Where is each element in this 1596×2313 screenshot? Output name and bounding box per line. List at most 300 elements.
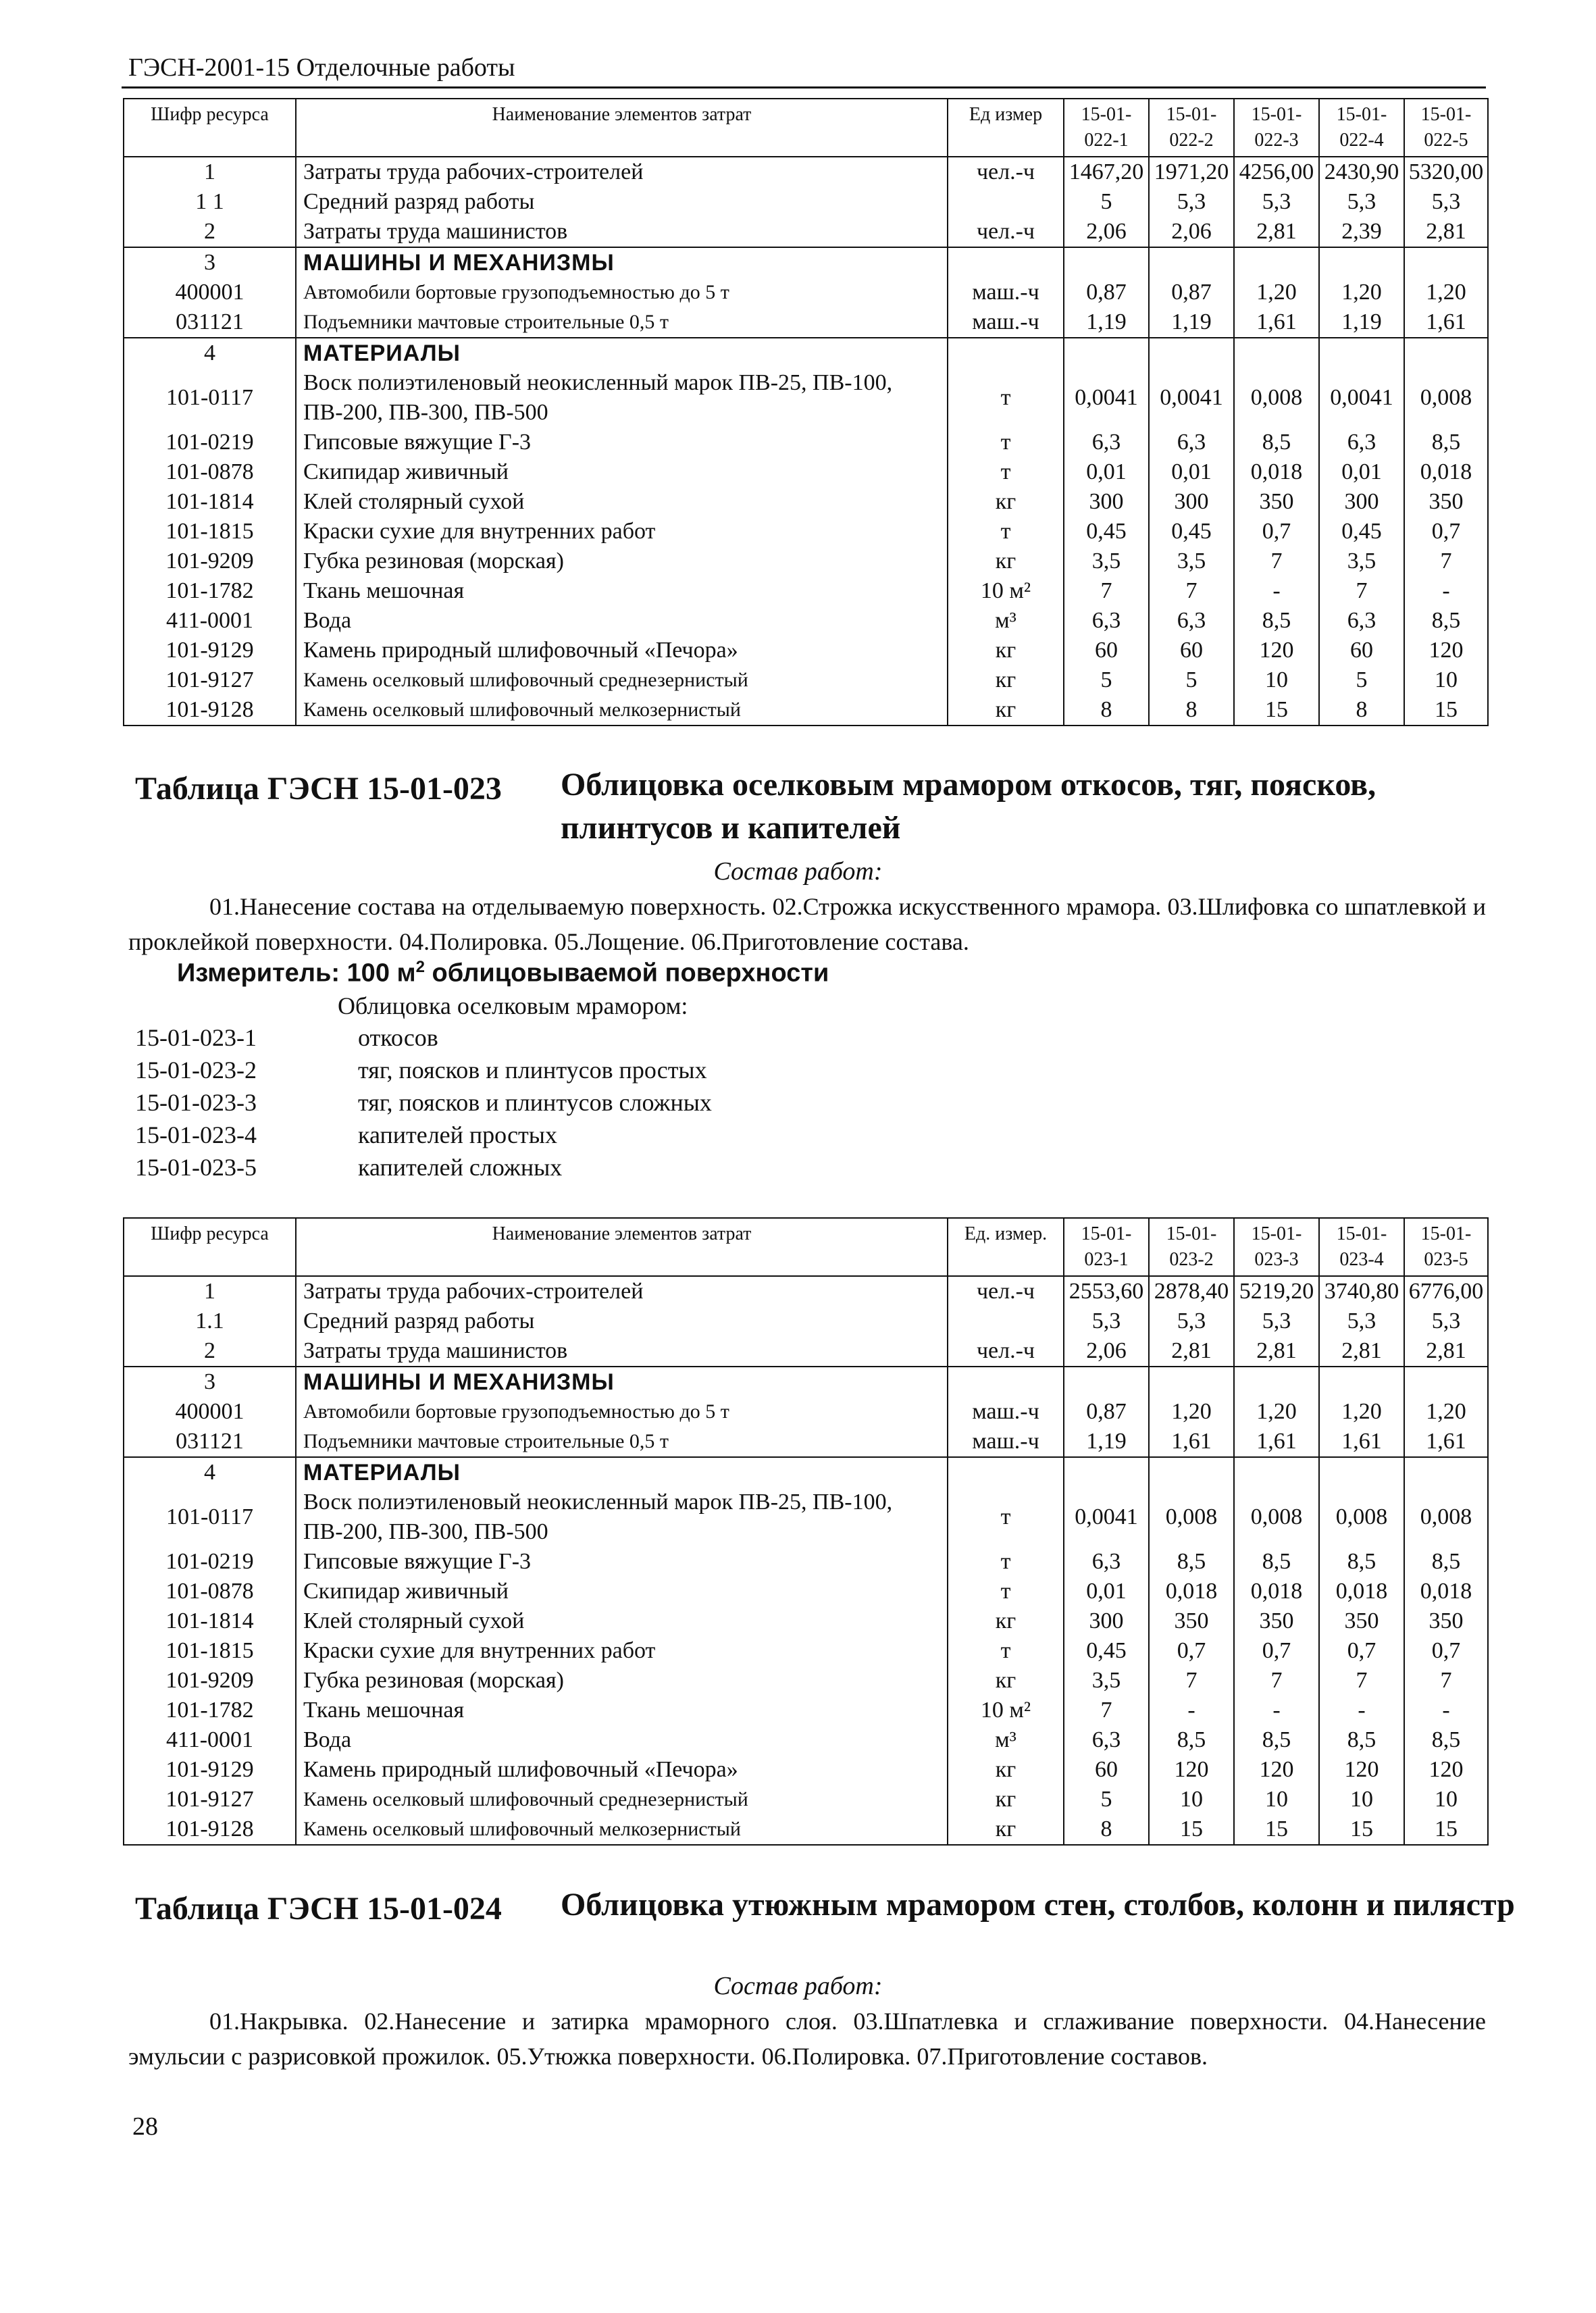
norm-value: 350 [1319,1606,1404,1636]
table-row [124,695,1488,726]
norm-value: 8,5 [1234,606,1319,636]
norm-value: 1,19 [1319,307,1404,338]
norm-value: 1,19 [1064,307,1149,338]
table-row [124,1488,1488,1547]
column-header-code: Шифр ресурса [124,99,296,157]
resource-name: Камень природный шлифовочный «Печора» [296,636,948,665]
norm-value: 5219,20 [1234,1276,1319,1306]
norm-value: 6,3 [1064,606,1149,636]
resource-unit: т [948,428,1064,457]
resource-code: 101-1814 [124,1606,296,1636]
composition-label-023: Состав работ: [713,857,883,886]
list-item [135,1151,562,1184]
table-row [124,307,1488,338]
resource-name: Вода [296,606,948,636]
norm-value: 8,5 [1234,428,1319,457]
norm-value: 6,3 [1319,428,1404,457]
resource-unit: чел.-ч [948,157,1064,187]
resource-code: 1 [124,157,296,187]
resource-code: 101-0219 [124,1547,296,1577]
norm-value: 120 [1234,1755,1319,1785]
norm-value: 0,01 [1064,457,1149,487]
resource-name: МАШИНЫ И МЕХАНИЗМЫ [296,1367,948,1397]
norm-value: 6,3 [1319,606,1404,636]
norm-value: 1,19 [1149,307,1234,338]
table-row [124,1427,1488,1457]
item-code: 15-01-023-4 [135,1121,257,1148]
resource-unit: кг [948,487,1064,517]
column-header-prefix: 15-01- [1166,104,1217,125]
norm-value: 2,81 [1149,1336,1234,1367]
norm-value: 8 [1064,1814,1149,1845]
norm-value: 0,87 [1149,278,1234,307]
norm-value: 5,3 [1319,1306,1404,1336]
table-row [124,1276,1488,1306]
column-header-suffix: 023-2 [1169,1249,1214,1270]
norm-value [1234,1457,1319,1488]
items-lead-023: Облицовка оселковым мрамором: [338,992,688,1019]
norm-value: 1,61 [1234,307,1319,338]
norm-value: 1,20 [1234,1397,1319,1427]
resource-code: 411-0001 [124,1725,296,1755]
norm-value: 0,018 [1234,1577,1319,1606]
table-header-row [124,99,1488,157]
column-header-prefix: 15-01- [1081,1223,1132,1244]
list-item [135,1021,438,1054]
norm-value [1319,1367,1404,1397]
norm-value: 3,5 [1064,1666,1149,1696]
norm-value [1149,247,1234,278]
norm-value: 0,0041 [1064,368,1149,428]
composition-text-023: 01.Нанесение состава на отделываемую поверхность. 02.Строжка искусственного мрамора. 03.Шлифовка со шпатлевкой и проклейкой поверхности. 04.Полировка. 05.Лощение. 06.Приготовление состава. [128,893,1486,955]
norm-value: 0,7 [1234,517,1319,547]
norm-value [1149,338,1234,368]
norm-value: 0,008 [1404,1488,1488,1547]
resource-code: 101-9129 [124,1755,296,1785]
resource-code: 1 [124,1276,296,1306]
meter-line-023 [177,958,829,988]
norm-value: 5 [1319,665,1404,695]
norm-value: 0,008 [1149,1488,1234,1547]
resource-code: 101-0117 [124,368,296,428]
resource-unit: м³ [948,606,1064,636]
norm-value: 0,008 [1234,1488,1319,1547]
norm-value: 300 [1149,487,1234,517]
norm-value: 2,06 [1064,1336,1149,1367]
meter-value: 100 м [346,959,416,988]
norm-value: 5,3 [1319,187,1404,217]
resource-code: 101-1814 [124,487,296,517]
column-header-suffix: 023-1 [1084,1249,1129,1270]
norm-value [1319,1457,1404,1488]
resource-unit [948,1306,1064,1336]
column-header-suffix: 022-3 [1254,130,1299,151]
resource-name: Скипидар живичный [296,1577,948,1606]
norm-value: 0,45 [1149,517,1234,547]
resource-unit: чел.-ч [948,217,1064,247]
table-row [124,1785,1488,1814]
resource-unit [948,1367,1064,1397]
table-label-024: Таблица ГЭСН 15-01-024 [135,1891,502,1927]
norm-value: 0,45 [1064,1636,1149,1666]
column-header-prefix: 15-01- [1336,104,1387,125]
resource-unit: т [948,368,1064,428]
norm-value: 2,81 [1404,217,1488,247]
norm-value: 1,19 [1064,1427,1149,1457]
table-row [124,1666,1488,1696]
table-row [124,636,1488,665]
resource-code: 400001 [124,1397,296,1427]
norm-value: 15 [1149,1814,1234,1845]
norm-value [1234,1367,1319,1397]
resource-name: МАТЕРИАЛЫ [296,1457,948,1488]
norm-value: 300 [1319,487,1404,517]
norm-value: 6,3 [1064,428,1149,457]
norm-value: 0,87 [1064,278,1149,307]
resource-unit: т [948,1577,1064,1606]
norm-value [1319,247,1404,278]
norm-value: 15 [1234,695,1319,726]
resource-unit: м³ [948,1725,1064,1755]
norm-value: 1,61 [1404,1427,1488,1457]
norm-value: 2,06 [1149,217,1234,247]
resource-code: 101-9209 [124,547,296,576]
norm-value: 0,008 [1319,1488,1404,1547]
table-row [124,368,1488,428]
resource-unit: кг [948,1755,1064,1785]
norm-value: - [1404,576,1488,606]
norm-value: 0,008 [1234,368,1319,428]
resource-unit: маш.-ч [948,1397,1064,1427]
norm-value: 0,7 [1319,1636,1404,1666]
norm-value: 8,5 [1404,606,1488,636]
resource-unit [948,187,1064,217]
resource-name: Камень оселковый шлифовочный среднезернистый [296,1785,948,1814]
norm-value: 1971,20 [1149,157,1234,187]
norm-value: 5320,00 [1404,157,1488,187]
norm-value [1404,1367,1488,1397]
resource-name: Гипсовые вяжущие Г-3 [296,1547,948,1577]
resource-name: Ткань мешочная [296,1696,948,1725]
resource-name: Подъемники мачтовые строительные 0,5 т [296,307,948,338]
norm-value: 120 [1404,636,1488,665]
norm-value: 0,008 [1404,368,1488,428]
resource-name: Затраты труда рабочих-строителей [296,1276,948,1306]
resource-code: 101-9209 [124,1666,296,1696]
resource-code: 101-1782 [124,576,296,606]
norm-value: 0,01 [1064,1577,1149,1606]
column-header-norm [1319,1218,1404,1276]
norm-value: 10 [1234,665,1319,695]
resource-name: Скипидар живичный [296,457,948,487]
norm-value: 2878,40 [1149,1276,1234,1306]
norm-value: 8,5 [1404,428,1488,457]
norm-value: 8,5 [1319,1725,1404,1755]
norm-value: 4256,00 [1234,157,1319,187]
norm-value: 350 [1404,1606,1488,1636]
column-header-norm [1149,99,1234,157]
norm-value: 5,3 [1234,1306,1319,1336]
norm-value: 1467,20 [1064,157,1149,187]
item-text: тяг, поясков и плинтусов простых [358,1057,707,1084]
resource-name: Подъемники мачтовые строительные 0,5 т [296,1427,948,1457]
norm-value: 10 [1404,1785,1488,1814]
item-code: 15-01-023-2 [135,1057,257,1084]
header-rule [122,86,1486,88]
norm-value: 5 [1064,1785,1149,1814]
norm-value: 7 [1404,547,1488,576]
column-header-suffix: 023-3 [1254,1249,1299,1270]
norm-value: 7 [1234,1666,1319,1696]
norm-value: 120 [1234,636,1319,665]
resource-unit: кг [948,636,1064,665]
norm-value: 5 [1149,665,1234,695]
norm-value: 120 [1404,1755,1488,1785]
column-header-suffix: 022-5 [1424,130,1468,151]
resource-unit: кг [948,1666,1064,1696]
norm-value: 1,61 [1234,1427,1319,1457]
norm-value: 8,5 [1404,1547,1488,1577]
resource-name: Затраты труда рабочих-строителей [296,157,948,187]
norm-value [1404,1457,1488,1488]
resource-name: Вода [296,1725,948,1755]
norm-value: 7 [1149,1666,1234,1696]
norm-value: 15 [1404,1814,1488,1845]
resource-code: 101-1782 [124,1696,296,1725]
norm-value: 0,7 [1149,1636,1234,1666]
norm-value: 0,45 [1319,517,1404,547]
resource-code: 101-9127 [124,665,296,695]
resource-code: 031121 [124,1427,296,1457]
resource-unit: маш.-ч [948,1427,1064,1457]
norm-value: 8,5 [1234,1725,1319,1755]
table-row [124,457,1488,487]
norm-value: 60 [1319,636,1404,665]
resource-code: 101-9128 [124,1814,296,1845]
resource-name: Клей столярный сухой [296,1606,948,1636]
norm-value: 60 [1064,1755,1149,1785]
norm-value: 10 [1319,1785,1404,1814]
page-number: 28 [132,2112,158,2141]
column-header-norm [1064,1218,1149,1276]
column-header-prefix: 15-01- [1420,104,1472,125]
norm-value: 7 [1404,1666,1488,1696]
norm-value: 6,3 [1149,428,1234,457]
table-row [124,1814,1488,1845]
resource-unit: т [948,457,1064,487]
norm-value: 2,81 [1404,1336,1488,1367]
norm-value [1149,1367,1234,1397]
table-row [124,1696,1488,1725]
item-code: 15-01-023-5 [135,1154,257,1181]
norm-value: 2,81 [1234,217,1319,247]
table-row [124,247,1488,278]
norm-value: 0,018 [1404,457,1488,487]
norm-value: 10 [1404,665,1488,695]
item-code: 15-01-023-1 [135,1024,257,1051]
composition-text-024: 01.Накрывка. 02.Нанесение и затирка мраморного слоя. 03.Шпатлевка и сглаживание поверхности. 04.Нанесение эмульсии с разрисовкой прожилок. 05.Утюжка поверхности. 06.Полировка. 07.Приготовление составов. [128,2008,1486,2070]
norm-value: 0,018 [1234,457,1319,487]
norm-value: 0,7 [1404,517,1488,547]
norm-value: 3740,80 [1319,1276,1404,1306]
resource-name: Воск полиэтиленовый неокисленный марок ПВ-25, ПВ-100, ПВ-200, ПВ-300, ПВ-500 [296,1488,948,1547]
norm-value: 6,3 [1064,1547,1149,1577]
resource-name: Камень природный шлифовочный «Печора» [296,1755,948,1785]
norm-value: 120 [1319,1755,1404,1785]
resource-name: Ткань мешочная [296,576,948,606]
norm-value: 15 [1319,1814,1404,1845]
resource-unit: чел.-ч [948,1276,1064,1306]
norm-value [1064,1367,1149,1397]
column-header-prefix: 15-01- [1166,1223,1217,1244]
norm-value: 7 [1149,576,1234,606]
resource-code: 3 [124,247,296,278]
column-header-suffix: 022-2 [1169,130,1214,151]
norm-value: 5,3 [1149,1306,1234,1336]
norm-value: - [1149,1696,1234,1725]
norm-value: 60 [1064,636,1149,665]
norm-value: 0,018 [1319,1577,1404,1606]
resource-unit [948,247,1064,278]
norm-value: 2,81 [1234,1336,1319,1367]
resource-unit: т [948,1488,1064,1547]
resource-name: Средний разряд работы [296,1306,948,1336]
table-row [124,1547,1488,1577]
resource-unit [948,1457,1064,1488]
resource-name: Краски сухие для внутренних работ [296,1636,948,1666]
norm-value: 350 [1234,487,1319,517]
resource-code: 1.1 [124,1306,296,1336]
item-text: откосов [358,1024,438,1051]
norm-value: 350 [1149,1606,1234,1636]
column-header-suffix: 023-4 [1339,1249,1384,1270]
table-row [124,1336,1488,1367]
resource-name: Губка резиновая (морская) [296,1666,948,1696]
table-row [124,157,1488,187]
norm-value: - [1234,1696,1319,1725]
resource-name: Камень оселковый шлифовочный мелкозернистый [296,1814,948,1845]
norm-value: 10 [1234,1785,1319,1814]
norm-value: 0,87 [1064,1397,1149,1427]
resource-code: 1 1 [124,187,296,217]
table-label-023: Таблица ГЭСН 15-01-023 [135,771,502,807]
column-header-norm [1404,99,1488,157]
table-row [124,576,1488,606]
column-header-norm [1064,99,1149,157]
resource-unit: кг [948,695,1064,726]
norm-value: 0,7 [1234,1636,1319,1666]
resource-name: Гипсовые вяжущие Г-3 [296,428,948,457]
norm-value: 5,3 [1404,1306,1488,1336]
table-row [124,278,1488,307]
resource-unit: маш.-ч [948,278,1064,307]
norm-value [1064,338,1149,368]
norm-value: 1,20 [1149,1397,1234,1427]
resource-name: Затраты труда машинистов [296,1336,948,1367]
resource-code: 101-0219 [124,428,296,457]
table-row [124,1306,1488,1336]
norm-value: 5 [1064,665,1149,695]
column-header-prefix: 15-01- [1251,1223,1302,1244]
column-header-norm [1234,1218,1319,1276]
list-item [135,1054,707,1086]
table-row [124,1367,1488,1397]
item-text: тяг, поясков и плинтусов сложных [358,1089,712,1116]
norm-value: 2,06 [1064,217,1149,247]
table-row [124,1606,1488,1636]
table-header-row [124,1218,1488,1276]
column-header-prefix: 15-01- [1251,104,1302,125]
norm-value: 10 [1149,1785,1234,1814]
resource-code: 101-9129 [124,636,296,665]
norm-value: 8,5 [1149,1547,1234,1577]
norm-value: 1,61 [1319,1427,1404,1457]
list-item [135,1086,712,1119]
resource-name: Камень оселковый шлифовочный мелкозернистый [296,695,948,726]
norm-value: 2430,90 [1319,157,1404,187]
norm-value [1234,247,1319,278]
resource-table-023 [123,1217,1489,1846]
resource-unit: кг [948,547,1064,576]
column-header-prefix: 15-01- [1336,1223,1387,1244]
resource-code: 101-9128 [124,695,296,726]
meter-label: Измеритель: [177,959,340,988]
resource-code: 2 [124,217,296,247]
norm-value: 7 [1319,1666,1404,1696]
resource-code: 101-1815 [124,517,296,547]
table-row [124,1725,1488,1755]
table-row [124,338,1488,368]
column-header-code: Шифр ресурса [124,1218,296,1276]
resource-name: Губка резиновая (морская) [296,547,948,576]
resource-name: Клей столярный сухой [296,487,948,517]
table-row [124,487,1488,517]
norm-value: 2,81 [1319,1336,1404,1367]
resource-unit: кг [948,1814,1064,1845]
resource-unit: т [948,1636,1064,1666]
resource-unit: чел.-ч [948,1336,1064,1367]
resource-code: 031121 [124,307,296,338]
resource-code: 3 [124,1367,296,1397]
norm-value: 7 [1319,576,1404,606]
resource-code: 101-1815 [124,1636,296,1666]
column-header-name: Наименование элементов затрат [296,1218,948,1276]
norm-value: 3,5 [1149,547,1234,576]
norm-value: 0,0041 [1064,1488,1149,1547]
resource-name: МАТЕРИАЛЫ [296,338,948,368]
column-header-prefix: 15-01- [1081,104,1132,125]
norm-value: 15 [1234,1814,1319,1845]
norm-value: 1,20 [1404,278,1488,307]
resource-name: Воск полиэтиленовый неокисленный марок ПВ-25, ПВ-100, ПВ-200, ПВ-300, ПВ-500 [296,368,948,428]
item-text: капителей сложных [358,1154,563,1181]
table-row [124,547,1488,576]
item-text: капителей простых [358,1121,557,1148]
table-row [124,606,1488,636]
column-header-norm [1404,1218,1488,1276]
table-row [124,665,1488,695]
column-header-suffix: 023-5 [1424,1249,1468,1270]
norm-value: 8 [1064,695,1149,726]
norm-value: 60 [1149,636,1234,665]
norm-value [1234,338,1319,368]
norm-value: 1,61 [1149,1427,1234,1457]
resource-unit: кг [948,665,1064,695]
column-header-prefix: 15-01- [1420,1223,1472,1244]
column-header-norm [1234,99,1319,157]
resource-name: Затраты труда машинистов [296,217,948,247]
running-head: ГЭСН-2001-15 Отделочные работы [128,53,515,82]
